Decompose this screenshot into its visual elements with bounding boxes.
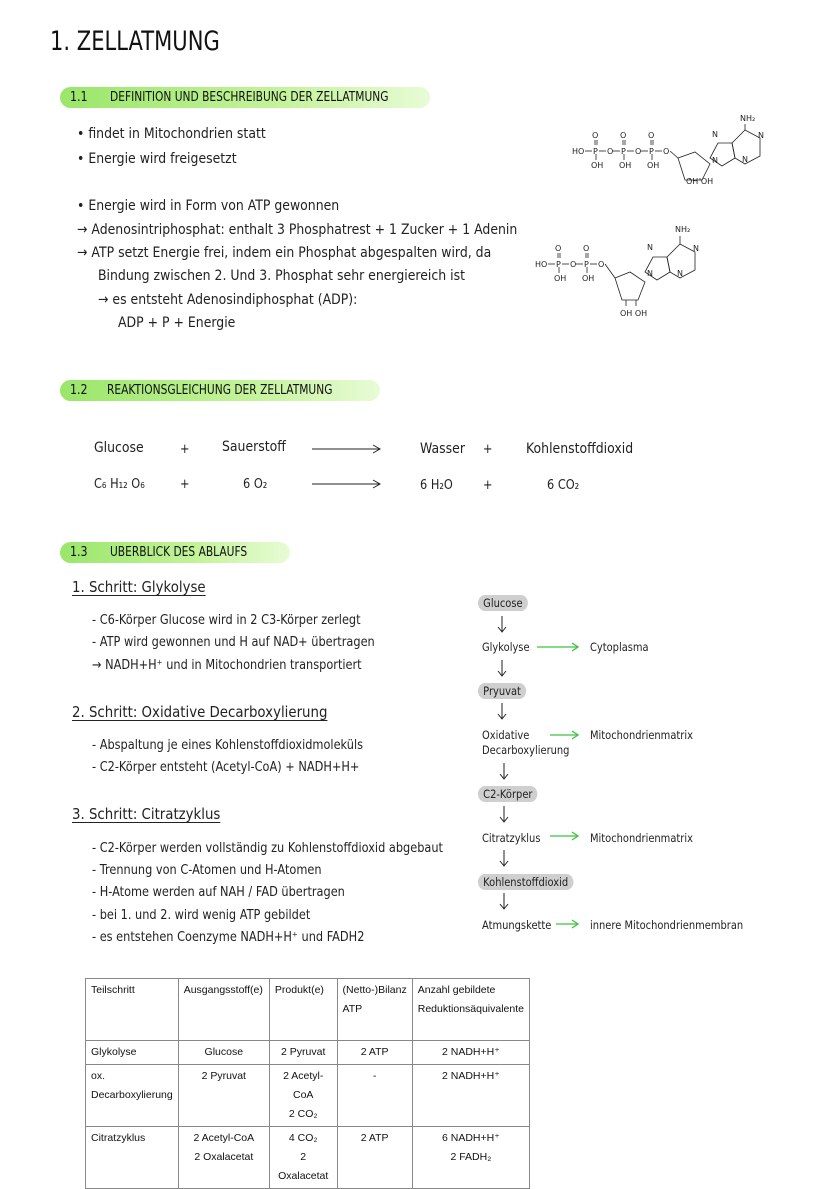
- flow-step-decarboxylierung: Decarboxylierung: [482, 743, 570, 757]
- eq-formula-o2: 6 O₂: [243, 476, 268, 492]
- table-cell: 2 Acetyl-CoA 2 CO₂: [269, 1065, 337, 1127]
- eq-formula-co2: 6 CO₂: [547, 477, 580, 493]
- eq-formula-glucose: C₆ H₁₂ O₆: [94, 476, 145, 492]
- atp-structure-diagram: [560, 108, 780, 218]
- step-2-title: 2. Schritt: Oxidative Decarboxylierung: [72, 703, 328, 721]
- eq-kohlenstoffdioxid: Kohlenstoffdioxid: [526, 441, 634, 457]
- green-arrows: [537, 643, 578, 928]
- flow-node-pyruvat: Pryuvat: [478, 683, 526, 699]
- step-item: - C6-Körper Glucose wird in 2 C3-Körper zerlegt: [92, 612, 361, 628]
- step-item: - C2-Körper entsteht (Acetyl-CoA) + NADH+H+: [92, 759, 360, 775]
- table-row: [86, 1041, 530, 1065]
- section-title: UBERBLICK DES ABLAUFS: [110, 545, 248, 560]
- eq-formula-h2o: 6 H₂O: [420, 477, 453, 493]
- table-cell: Glykolyse: [86, 1041, 179, 1065]
- table-cell: 2 NADH+H⁺: [412, 1041, 529, 1065]
- bullet-line: • Energie wird freigesetzt: [77, 151, 237, 167]
- header-cell: Teilschritt: [86, 979, 179, 1041]
- section-number: 1.3: [70, 545, 88, 560]
- ring-oh-label: OH OH: [620, 309, 648, 318]
- flow-step-glykolyse: Glykolyse: [482, 640, 530, 654]
- o-label: O: [607, 147, 614, 156]
- o-label: O: [598, 260, 605, 269]
- bullet-line: • findet in Mitochondrien statt: [77, 126, 266, 142]
- table-cell: 6 NADH+H⁺ 2 FADH₂: [412, 1127, 529, 1189]
- table-cell: 2 Acetyl-CoA 2 Oxalacetat: [178, 1127, 269, 1189]
- n-label: N: [742, 155, 748, 164]
- arrow-line: → Adenosintriphosphat: enthalt 3 Phosphatrest + 1 Zucker + 1 Adenin: [77, 222, 518, 238]
- step-item: - Trennung von C-Atomen und H-Atomen: [92, 862, 322, 878]
- step-item: - C2-Körper werden vollständig zu Kohlenstoffdioxid abgebaut: [92, 840, 443, 856]
- bullet-line: • Energie wird in Form von ATP gewonnen: [77, 198, 340, 214]
- section-title: DEFINITION UND BESCHREIBUNG DER ZELLATMUNG: [110, 90, 389, 105]
- oh-label: OH: [591, 161, 604, 170]
- n-label: N: [712, 156, 718, 165]
- step-item: - Abspaltung je eines Kohlenstoffdioxidmoleküls: [92, 737, 364, 753]
- eq-wasser: Wasser: [420, 441, 465, 457]
- ho-label: HO: [572, 147, 585, 156]
- n-label: N: [647, 243, 653, 252]
- table-row: [86, 1065, 530, 1127]
- table-cell: 2 Pyruvat: [178, 1065, 269, 1127]
- flow-arrows: [490, 610, 590, 920]
- flow-location-membran: innere Mitochondrienmembran: [590, 918, 744, 932]
- n-label: N: [693, 244, 699, 253]
- step-item: - ATP wird gewonnen und H auf NAD+ übertragen: [92, 634, 375, 650]
- o-label: O: [592, 131, 599, 140]
- equation-line: ADP + P + Energie: [118, 315, 236, 331]
- table-cell: 2 ATP: [337, 1041, 412, 1065]
- p-label: P: [621, 147, 626, 156]
- flow-step-citratzyklus: Citratzyklus: [482, 831, 541, 845]
- eq-glucose: Glucose: [94, 440, 144, 456]
- oh-label: OH: [647, 161, 660, 170]
- eq-sauerstoff: Sauerstoff: [222, 439, 286, 455]
- oh-label: OH: [582, 274, 595, 283]
- n-label: N: [712, 130, 718, 139]
- table-cell: Citratzyklus: [86, 1127, 179, 1189]
- step-item: - H-Atome werden auf NAH / FAD übertragen: [92, 884, 345, 900]
- step-3-title: 3. Schritt: Citratzyklus: [72, 805, 221, 823]
- adp-structure-diagram: [530, 220, 730, 325]
- o-label: O: [555, 244, 562, 253]
- table-cell: 4 CO₂ 2 Oxalacetat: [269, 1127, 337, 1189]
- ho-label: HO: [535, 260, 548, 269]
- section-title: REAKTIONSGLEICHUNG DER ZELLATMUNG: [107, 383, 333, 398]
- table-cell: 2 ATP: [337, 1127, 412, 1189]
- n-label: N: [647, 269, 653, 278]
- p-label: P: [649, 147, 654, 156]
- header-cell: Ausgangsstoff(e): [178, 979, 269, 1041]
- eq-plus: +: [483, 441, 493, 457]
- table-cell: -: [337, 1065, 412, 1127]
- o-label: O: [583, 244, 590, 253]
- flow-location-matrix: Mitochondrienmatrix: [590, 831, 693, 845]
- table-cell: 2 NADH+H⁺: [412, 1065, 529, 1127]
- step-item: → NADH+H⁺ und in Mitochondrien transportiert: [92, 657, 362, 673]
- oh-label: OH: [619, 161, 632, 170]
- flow-step-oxidative: Oxidative: [482, 728, 530, 742]
- flow-location-matrix: Mitochondrienmatrix: [590, 728, 693, 742]
- section-heading-1-1: [60, 87, 430, 108]
- header-cell: Produkt(e): [269, 979, 337, 1041]
- o-label: O: [635, 147, 642, 156]
- page-title: 1. ZELLATMUNG: [50, 26, 220, 57]
- flow-node-kohlenstoffdioxid: Kohlenstoffdioxid: [478, 874, 573, 890]
- p-label: P: [556, 260, 561, 269]
- arrow-line: → es entsteht Adenosindiphosphat (ADP):: [98, 292, 358, 308]
- header-cell: (Netto-)Bilanz ATP: [337, 979, 412, 1041]
- flow-node-glucose: Glucose: [478, 595, 528, 611]
- table-header-row: [86, 979, 530, 1041]
- table-cell: Glucose: [178, 1041, 269, 1065]
- eq-plus: +: [180, 441, 190, 457]
- reaction-arrows: [310, 440, 385, 500]
- section-number: 1.1: [70, 90, 88, 105]
- oh-label: OH: [554, 274, 567, 283]
- p-label: P: [593, 147, 598, 156]
- table-row: [86, 1127, 530, 1189]
- o-label: O: [663, 147, 670, 156]
- section-heading-1-2: [60, 380, 380, 401]
- o-label: O: [570, 260, 577, 269]
- n-label: N: [677, 269, 683, 278]
- table-cell: ox. Decarboxylierung: [86, 1065, 179, 1127]
- eq-plus: +: [483, 477, 493, 493]
- nh2-label: NH₂: [675, 225, 691, 234]
- flow-location-cytoplasma: Cytoplasma: [590, 640, 649, 654]
- n-label: N: [758, 131, 764, 140]
- p-label: P: [584, 260, 589, 269]
- step-1-title: 1. Schritt: Glykolyse: [72, 578, 206, 596]
- step-item: - bei 1. und 2. wird wenig ATP gebildet: [92, 907, 311, 923]
- summary-table: [85, 978, 530, 1189]
- step-item: - es entstehen Coenzyme NADH+H⁺ und FADH2: [92, 929, 365, 945]
- ring-oh-label: OH OH: [686, 177, 714, 186]
- section-number: 1.2: [70, 383, 88, 398]
- section-heading-1-3: [60, 542, 290, 563]
- text-line: Bindung zwischen 2. Und 3. Phosphat sehr energiereich ist: [98, 268, 465, 284]
- nh2-label: NH₂: [740, 114, 756, 123]
- eq-plus: +: [180, 476, 190, 492]
- table-cell: 2 Pyruvat: [269, 1041, 337, 1065]
- o-label: O: [648, 131, 655, 140]
- flow-step-atmungskette: Atmungskette: [482, 918, 552, 932]
- arrow-line: → ATP setzt Energie frei, indem ein Phosphat abgespalten wird, da: [77, 245, 492, 261]
- flow-node-c2-koerper: C2-Körper: [478, 786, 538, 802]
- o-label: O: [620, 131, 627, 140]
- header-cell: Anzahl gebildete Reduktionsäquivalente: [412, 979, 529, 1041]
